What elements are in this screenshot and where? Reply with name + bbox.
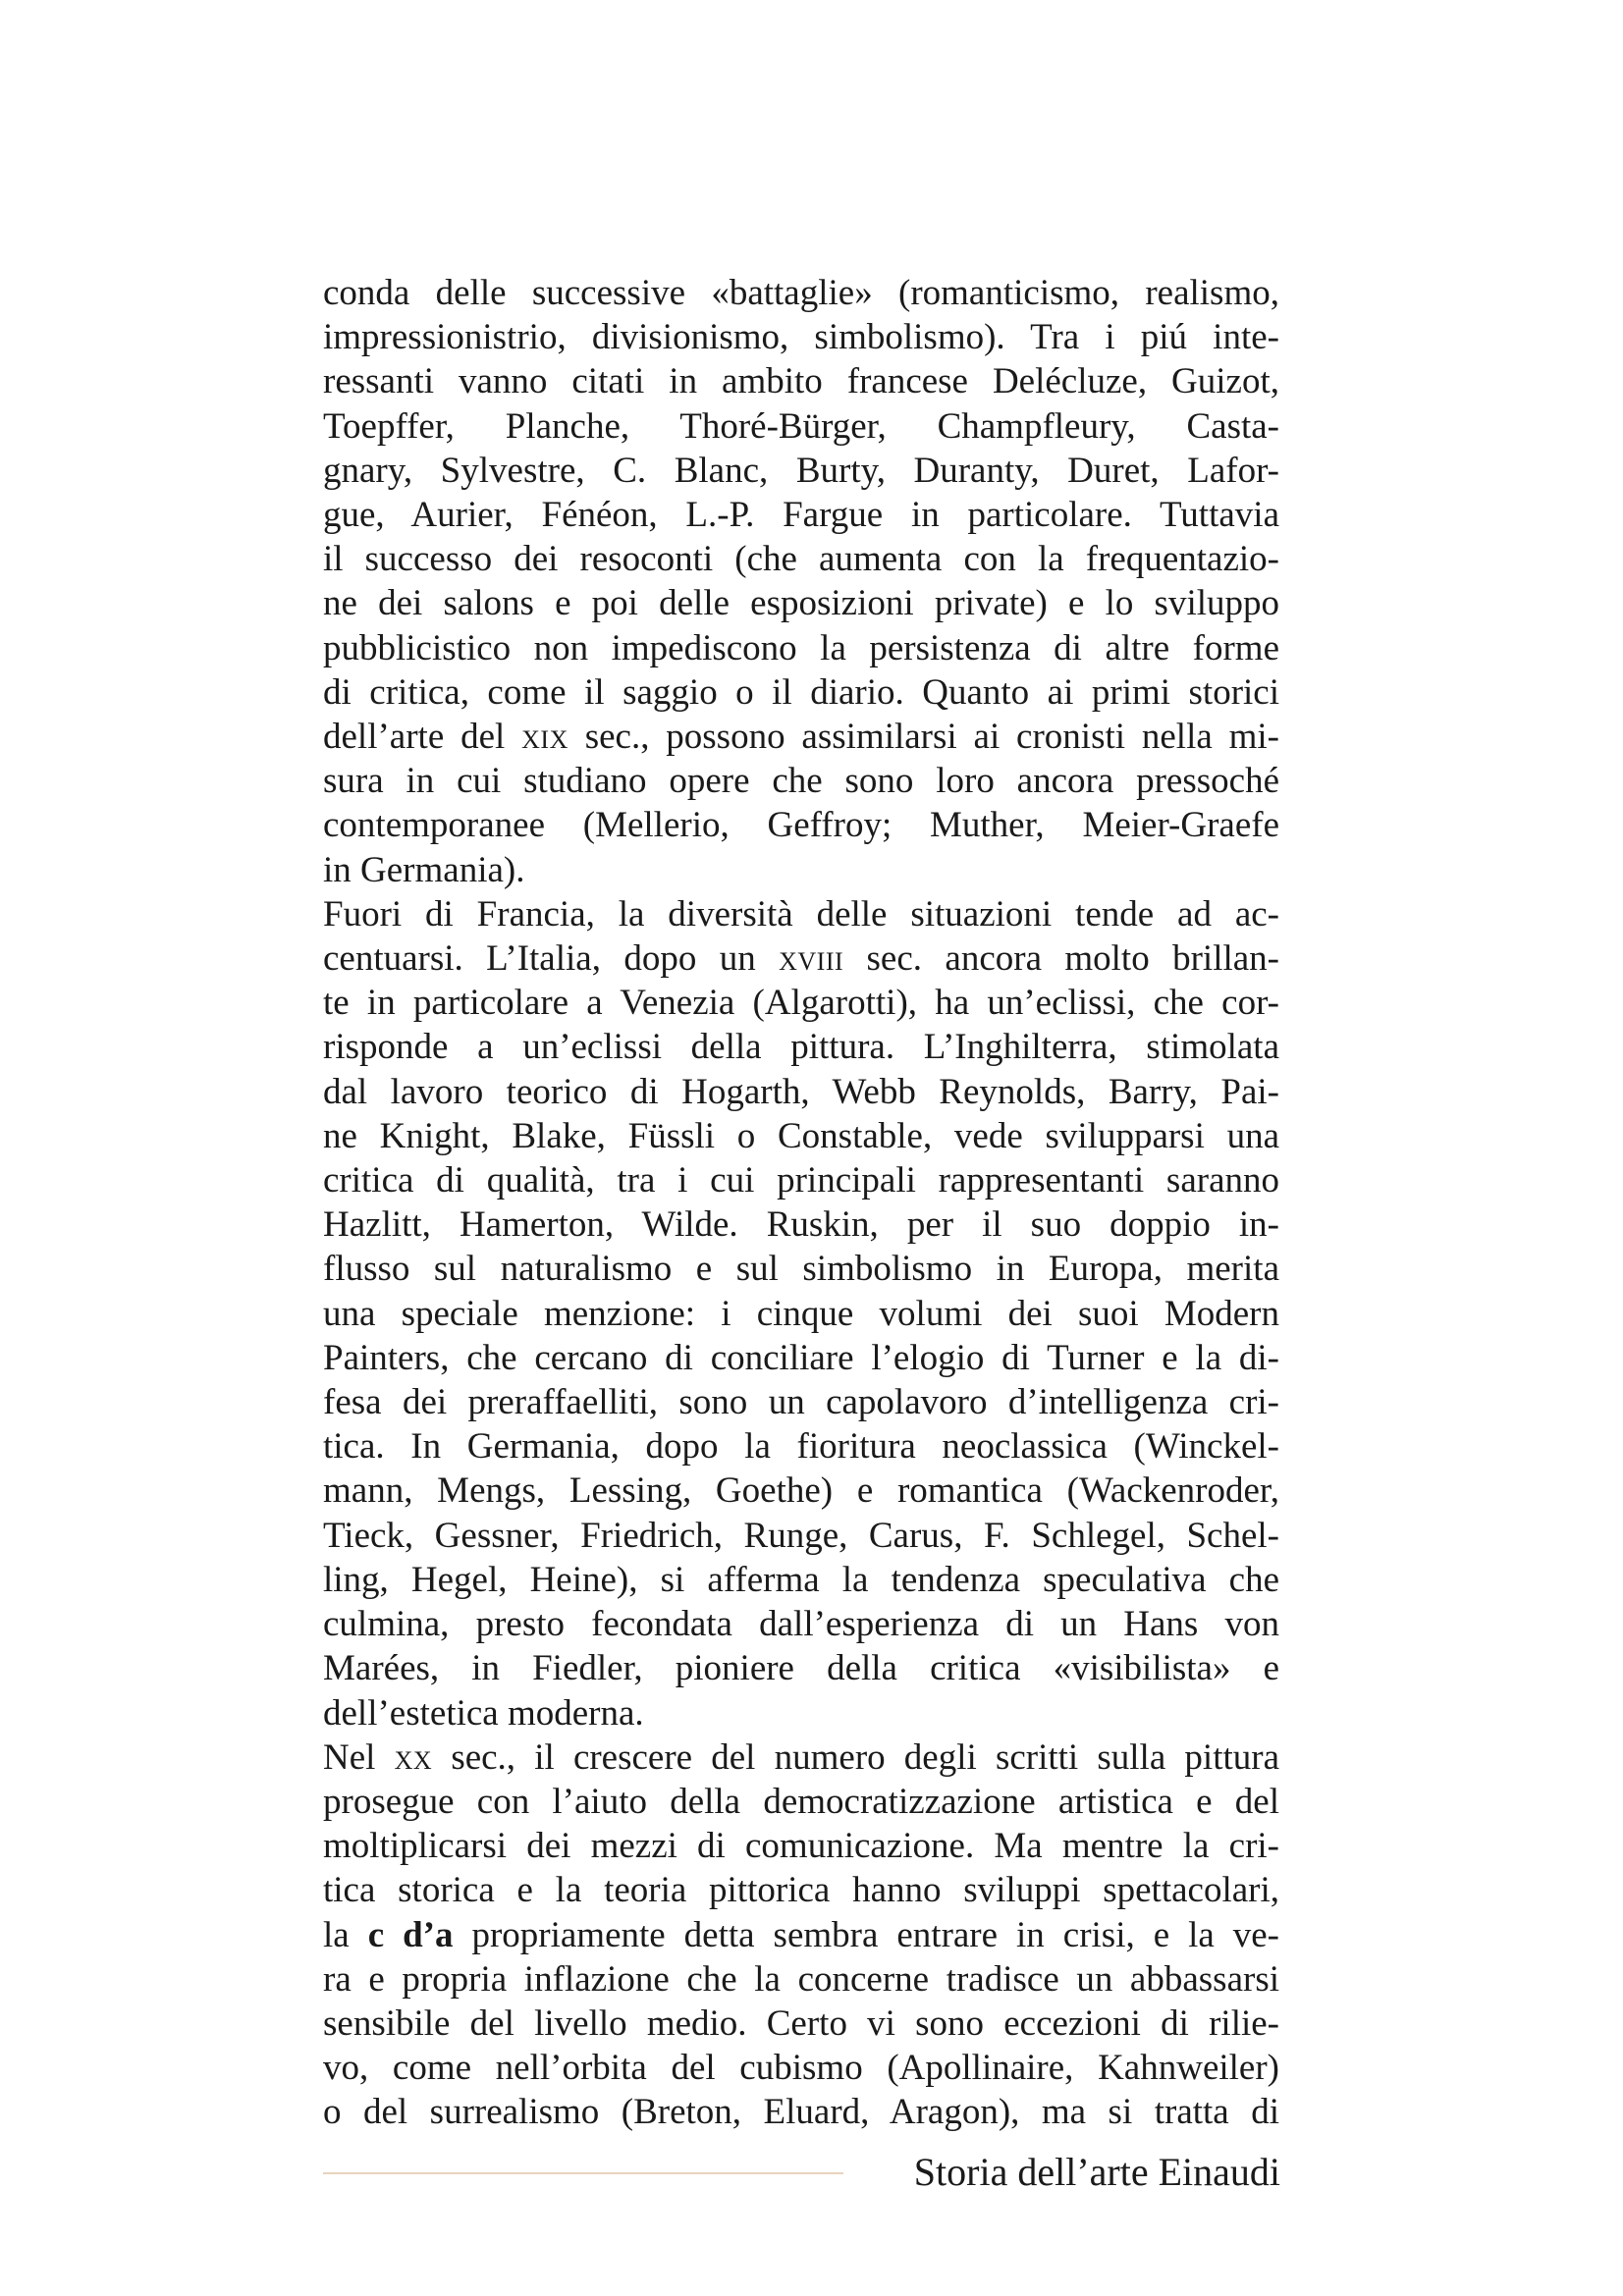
- footer-title: Storia dell’arte Einaudi: [913, 2150, 1280, 2194]
- text-line: di critica, come il saggio o il diario. Quanto ai primi storici: [323, 671, 1279, 713]
- text-segment: sec. ancora molto brillan-: [843, 938, 1279, 980]
- text-line: [323, 936, 1279, 981]
- century-numeral: xviii: [779, 938, 844, 980]
- text-segment: sec., possono assimilarsi ai cronisti nella mi-: [568, 717, 1280, 758]
- text-segment: sec., il crescere del numero degli scritti sulla pittura: [432, 1736, 1279, 1778]
- text-line: prosegue con l’aiuto della democratizzazione artistica e del: [323, 1781, 1279, 1822]
- text-line: conda delle successive «battaglie» (romanticismo, realismo,: [323, 273, 1279, 313]
- text-segment: Nel: [323, 1736, 395, 1778]
- text-line: ling, Hegel, Heine), si afferma la tendenza speculativa che: [323, 1559, 1279, 1600]
- entry-abbreviation: c d’a: [367, 1914, 454, 1955]
- paragraph: [323, 271, 1279, 892]
- text-line: Fuori di Francia, la diversità delle situazioni tende ad ac-: [323, 893, 1279, 934]
- text-line: culmina, presto fecondata dall’esperienza di un Hans von: [323, 1604, 1279, 1645]
- text-line: flusso sul naturalismo e sul simbolismo in Europa, merita: [323, 1249, 1279, 1290]
- text-line: [323, 715, 1279, 759]
- text-line: sensibile del livello medio. Certo vi sono eccezioni di rilie-: [323, 2002, 1279, 2044]
- text-line: sura in cui studiano opere che sono loro ancora pressoché: [323, 761, 1279, 802]
- text-line: tica. In Germania, dopo la fioritura neoclassica (Winckel-: [323, 1426, 1279, 1468]
- text-line: Hazlitt, Hamerton, Wilde. Ruskin, per il suo doppio in-: [323, 1204, 1279, 1246]
- century-numeral: xix: [521, 717, 568, 758]
- text-line: critica di qualità, tra i cui principali rappresentanti saranno: [323, 1160, 1279, 1201]
- body-text: [323, 271, 1279, 2135]
- text-line: ressanti vanno citati in ambito francese Delécluze, Guizot,: [323, 361, 1279, 402]
- text-line: Tieck, Gessner, Friedrich, Runge, Carus, F. Schlegel, Schel-: [323, 1515, 1279, 1556]
- paragraph: [323, 892, 1279, 1735]
- century-numeral: xx: [394, 1736, 433, 1778]
- text-segment: dell’arte del: [323, 717, 522, 758]
- text-line: il successo dei resoconti (che aumenta con la frequentazio-: [323, 539, 1279, 580]
- text-line: ne dei salons e poi delle esposizioni private) e lo sviluppo: [323, 583, 1279, 624]
- text-line: moltiplicarsi dei mezzi di comunicazione. Ma mentre la cri-: [323, 1826, 1279, 1867]
- text-line: o del surrealismo (Breton, Eluard, Aragon), ma si tratta di: [323, 2092, 1279, 2133]
- text-segment: centuarsi. L’Italia, dopo un: [323, 938, 780, 980]
- text-line: Painters, che cercano di conciliare l’elogio di Turner e la di-: [323, 1337, 1279, 1378]
- text-line: ne Knight, Blake, Füssli o Constable, vede svilupparsi una: [323, 1115, 1279, 1156]
- text-line: pubblicistico non impediscono la persistenza di altre forme: [323, 627, 1279, 668]
- text-line: [323, 1913, 1279, 1957]
- text-line: dal lavoro teorico di Hogarth, Webb Reynolds, Barry, Pai-: [323, 1071, 1279, 1112]
- paragraph: [323, 1735, 1279, 2135]
- text-line: te in particolare a Venezia (Algarotti), ha un’eclissi, che cor-: [323, 983, 1279, 1024]
- text-line: in Germania).: [323, 849, 525, 890]
- text-line: vo, come nell’orbita del cubismo (Apollinaire, Kahnweiler): [323, 2048, 1279, 2089]
- text-line: dell’estetica moderna.: [323, 1692, 644, 1734]
- text-line: ra e propria inflazione che la concerne tradisce un abbassarsi: [323, 1958, 1279, 2000]
- text-line: Marées, in Fiedler, pioniere della critica «visibilista» e: [323, 1648, 1279, 1689]
- text-segment: la: [323, 1914, 368, 1955]
- text-line: [323, 1735, 1279, 1780]
- text-line: gnary, Sylvestre, C. Blanc, Burty, Duranty, Duret, Lafor-: [323, 450, 1279, 491]
- text-line: una speciale menzione: i cinque volumi dei suoi Modern: [323, 1293, 1279, 1334]
- text-line: impressionistrio, divisionismo, simbolismo). Tra i piú inte-: [323, 317, 1279, 358]
- text-line: Toepffer, Planche, Thoré-Bürger, Champfleury, Casta-: [323, 405, 1279, 447]
- footer-divider: [323, 2172, 843, 2174]
- text-line: gue, Aurier, Fénéon, L.-P. Fargue in particolare. Tuttavia: [323, 495, 1279, 536]
- text-line: mann, Mengs, Lessing, Goethe) e romantica (Wackenroder,: [323, 1470, 1279, 1512]
- text-line: tica storica e la teoria pittorica hanno sviluppi spettacolari,: [323, 1870, 1279, 1911]
- text-line: fesa dei preraffaelliti, sono un capolavoro d’intelligenza cri-: [323, 1382, 1279, 1423]
- text-line: contemporanee (Mellerio, Geffroy; Muther, Meier-Graefe: [323, 805, 1279, 846]
- text-segment: propriamente detta sembra entrare in crisi, e la ve-: [453, 1914, 1280, 1955]
- text-line: risponde a un’eclissi della pittura. L’Inghilterra, stimolata: [323, 1027, 1279, 1068]
